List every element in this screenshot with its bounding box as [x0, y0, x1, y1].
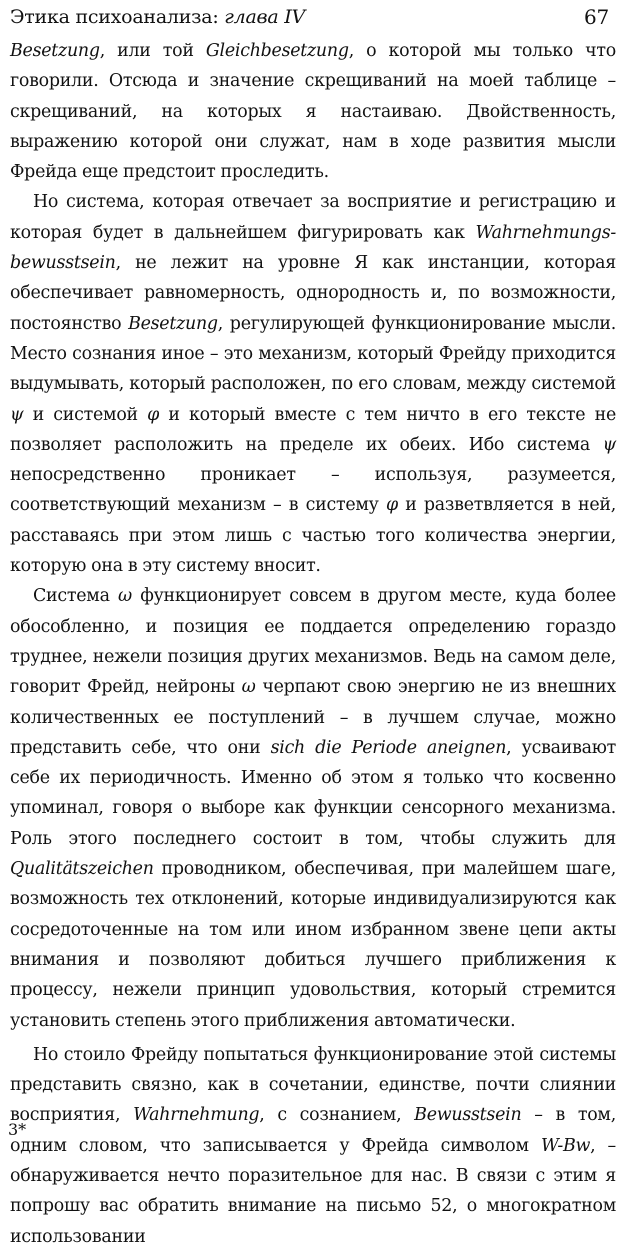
text-run: Система: [33, 586, 118, 607]
printer-signature-mark: 3*: [8, 1120, 27, 1139]
text-run: функционирует совсем в другом месте, куда более обособленно, и позиция ее поддается определению гораздо труднее, нежели позиция других механизмов. Ведь на самом деле, говорит Фрейд, нейроны: [10, 586, 616, 698]
italic-term: sich die Periode aneignen: [270, 737, 507, 758]
italic-term: W-Bw: [540, 1135, 591, 1156]
text-run: и который вместе с тем ничто в его тексте не позволяет расположить на пределе их обеих. Ибо система: [10, 404, 616, 455]
text-run: , или той: [99, 41, 206, 61]
italic-term: ω: [241, 677, 256, 698]
italic-term: Wahrnehmungs-bewusstsein: [10, 222, 616, 274]
text-run: Но стоило Фрейду попытаться функционирование этой системы представить связно, как в сочетании, единстве, почти слиянии восприятия,: [10, 1044, 616, 1126]
text-run: непосредственно проникает – используя, разумеется, соответствующий механизм – в систему: [10, 465, 616, 516]
italic-term: φ: [147, 404, 160, 425]
body-text: [10, 36, 616, 1252]
text-run: , не лежит на уровне Я как инстанции, которая обеспечивает равномерность, однородность и, по возможности, постоянство: [10, 253, 616, 334]
paragraph: [10, 187, 616, 581]
italic-term: Qualitätszeichen: [10, 859, 154, 880]
text-run: , регулирующей функционирование мысли. Место сознания иное – это механизм, который Фрейду приходится выдумывать, который расположен, по его словам, между системой: [10, 313, 616, 395]
text-run: Но система, которая отвечает за восприятие и регистрацию и которая будет в дальнейшем фигурировать как: [10, 192, 616, 243]
italic-term: Gleichbesetzung: [205, 41, 349, 61]
italic-term: φ: [385, 495, 398, 516]
text-run: , о которой мы только что говорили. Отсюда и значение скрещиваний на моей таблице – скрещиваний, на которых я настаиваю. Двойственность, выражению которой они служат, нам в ходе развития мысли Фрейда еще предстоит проследить.: [10, 41, 617, 183]
italic-term: ω: [117, 586, 132, 607]
text-run: черпают свою энергию не из внешних количественных ее поступлений – в лучшем случае, можно представить себе, что они: [10, 677, 616, 758]
text-run: , усваивают себе их периодичность. Именно об этом я только что косвенно упоминал, говоря о выборе как функции сенсорного механизма. Роль этого последнего состоит в том, чтобы служить для: [10, 737, 616, 849]
text-run: , с сознанием,: [259, 1105, 415, 1126]
italic-term: ψ: [602, 434, 616, 455]
paragraph: [10, 36, 616, 187]
text-run: и разветвляется в ней, расставаясь при этом лишь с частью того количества энергии, которую она в эту систему вносит.: [10, 495, 616, 577]
italic-term: ψ: [10, 404, 24, 425]
running-head: [10, 2, 613, 32]
page-number: 67: [584, 5, 609, 29]
italic-term: Wahrnehmung: [133, 1105, 260, 1126]
text-run: и системой: [23, 404, 148, 425]
chapter-label: глава IV: [224, 6, 305, 28]
italic-term: Bewusstsein: [414, 1105, 522, 1126]
text-run: – в том, одним словом, что записывается у Фрейда символом: [10, 1105, 616, 1156]
text-run: проводником, обеспечивая, при малейшем шаге, возможность тех отклонений, которые индивидуализируются как сосредоточенные на том или ином избранном звене цепи акты внимания и позволяют добиться лучшего приближения к процессу, нежели принцип удовольствия, который стремится установить степень этого приближения автоматически.: [10, 859, 616, 1031]
italic-term: Besetzung: [10, 41, 100, 61]
text-run: , – обнаруживается нечто поразительное для нас. В связи с этим я попрошу вас обратить внимание на письмо 52, о многократном использовании: [10, 1135, 617, 1247]
italic-term: Besetzung: [128, 313, 218, 334]
running-title: Этика психоанализа:: [10, 6, 225, 28]
paragraph: [10, 581, 616, 1035]
paragraph: [10, 1040, 616, 1252]
